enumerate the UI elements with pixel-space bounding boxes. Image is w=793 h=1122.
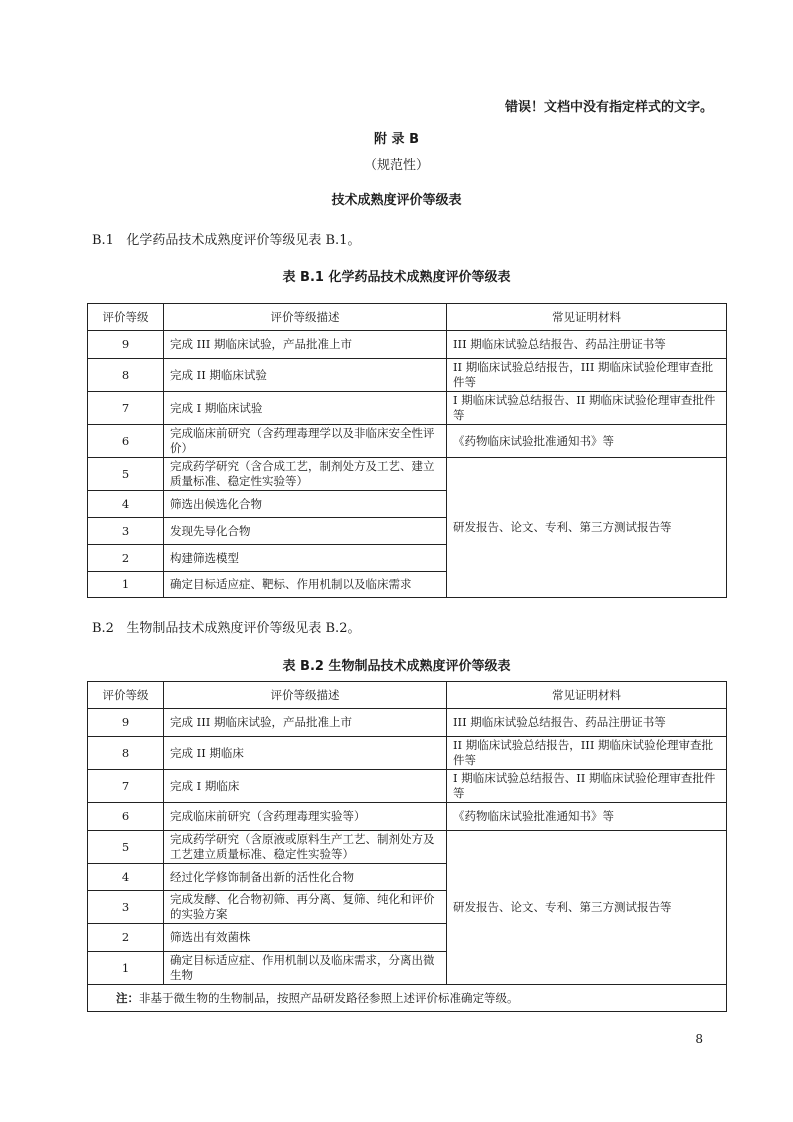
level-cell: 6	[88, 425, 164, 458]
description-cell: 完成 I 期临床试验	[164, 392, 447, 425]
column-header: 常见证明材料	[447, 304, 727, 331]
table-row	[88, 770, 727, 803]
description-cell: 完成 II 期临床试验	[164, 359, 447, 392]
table-b1	[87, 303, 727, 598]
level-cell: 8	[88, 737, 164, 770]
description-cell: 完成药学研究（含原液或原料生产工艺、制剂处方及工艺建立质量标准、稳定性实验等）	[164, 831, 447, 864]
evidence-cell: II 期临床试验总结报告，III 期临床试验伦理审查批件等	[447, 737, 727, 770]
level-cell: 8	[88, 359, 164, 392]
table-row	[88, 331, 727, 359]
note-label: 注：	[116, 990, 139, 1005]
section-number: B.1	[92, 233, 114, 248]
column-header: 评价等级	[88, 682, 164, 709]
level-cell: 2	[88, 924, 164, 952]
level-cell: 9	[88, 331, 164, 359]
evidence-cell: III 期临床试验总结报告、药品注册证书等	[447, 709, 727, 737]
description-cell: 完成发酵、化合物初筛、再分离、复筛、纯化和评价的实验方案	[164, 891, 447, 924]
description-cell: 发现先导化合物	[164, 518, 447, 545]
level-cell: 7	[88, 770, 164, 803]
table-header-row	[88, 682, 727, 709]
table-header-row	[88, 304, 727, 331]
table-b2	[87, 681, 727, 1012]
level-cell: 7	[88, 392, 164, 425]
table-row	[88, 425, 727, 458]
table-row	[88, 709, 727, 737]
table-row	[88, 359, 727, 392]
description-cell: 筛选出有效菌株	[164, 924, 447, 952]
note-text: 非基于微生物的生物制品，按照产品研发路径参照上述评价标准确定等级。	[139, 990, 519, 1005]
table-note-row	[88, 985, 727, 1012]
column-header: 评价等级描述	[164, 304, 447, 331]
column-header: 评价等级描述	[164, 682, 447, 709]
description-cell: 构建筛选模型	[164, 545, 447, 572]
evidence-cell: III 期临床试验总结报告、药品注册证书等	[447, 331, 727, 359]
section-number: B.2	[92, 621, 114, 636]
section-b2-paragraph	[92, 617, 360, 636]
column-header: 常见证明材料	[447, 682, 727, 709]
level-cell: 2	[88, 545, 164, 572]
section-text: 生物制品技术成熟度评价等级见表 B.2。	[126, 621, 361, 636]
table-b2-caption: 表 B.2 生物制品技术成熟度评价等级表	[282, 659, 511, 674]
description-cell: 完成临床前研究（含药理毒理实验等）	[164, 803, 447, 831]
section-text: 化学药品技术成熟度评价等级见表 B.1。	[126, 233, 361, 248]
evidence-cell-merged: 研发报告、论文、专利、第三方测试报告等	[447, 458, 727, 598]
description-cell: 完成 II 期临床	[164, 737, 447, 770]
level-cell: 4	[88, 491, 164, 518]
evidence-cell: II 期临床试验总结报告，III 期临床试验伦理审查批件等	[447, 359, 727, 392]
description-cell: 完成临床前研究（含药理毒理学以及非临床安全性评价）	[164, 425, 447, 458]
table-row	[88, 803, 727, 831]
level-cell: 3	[88, 891, 164, 924]
level-cell: 1	[88, 952, 164, 985]
level-cell: 3	[88, 518, 164, 545]
level-cell: 4	[88, 864, 164, 891]
appendix-title: 附 录 B	[374, 132, 419, 147]
description-cell: 完成 I 期临床	[164, 770, 447, 803]
description-cell: 经过化学修饰制备出新的活性化合物	[164, 864, 447, 891]
evidence-cell: I 期临床试验总结报告、II 期临床试验伦理审查批件等	[447, 770, 727, 803]
running-header: 错误！文档中没有指定样式的文字。	[504, 100, 713, 115]
table-note	[88, 985, 727, 1012]
page-number: 8	[695, 1032, 703, 1046]
description-cell: 确定目标适应症、作用机制以及临床需求，分离出微生物	[164, 952, 447, 985]
table-row	[88, 831, 727, 864]
section-b1-paragraph	[92, 229, 360, 248]
level-cell: 9	[88, 709, 164, 737]
level-cell: 6	[88, 803, 164, 831]
table-row	[88, 737, 727, 770]
table-b1-caption: 表 B.1 化学药品技术成熟度评价等级表	[282, 270, 511, 285]
evidence-cell: 《药物临床试验批准通知书》等	[447, 803, 727, 831]
level-cell: 5	[88, 831, 164, 864]
evidence-cell: 《药物临床试验批准通知书》等	[447, 425, 727, 458]
evidence-cell-merged: 研发报告、论文、专利、第三方测试报告等	[447, 831, 727, 985]
description-cell: 完成 III 期临床试验，产品批准上市	[164, 331, 447, 359]
evidence-cell: I 期临床试验总结报告、II 期临床试验伦理审查批件等	[447, 392, 727, 425]
description-cell: 筛选出候选化合物	[164, 491, 447, 518]
level-cell: 1	[88, 572, 164, 598]
level-cell: 5	[88, 458, 164, 491]
description-cell: 完成药学研究（含合成工艺，制剂处方及工艺、建立质量标准、稳定性实验等）	[164, 458, 447, 491]
appendix-subtitle: （规范性）	[363, 158, 429, 173]
appendix-heading: 技术成熟度评价等级表	[331, 193, 462, 208]
table-row	[88, 392, 727, 425]
description-cell: 完成 III 期临床试验，产品批准上市	[164, 709, 447, 737]
column-header: 评价等级	[88, 304, 164, 331]
table-row	[88, 458, 727, 491]
description-cell: 确定目标适应症、靶标、作用机制以及临床需求	[164, 572, 447, 598]
